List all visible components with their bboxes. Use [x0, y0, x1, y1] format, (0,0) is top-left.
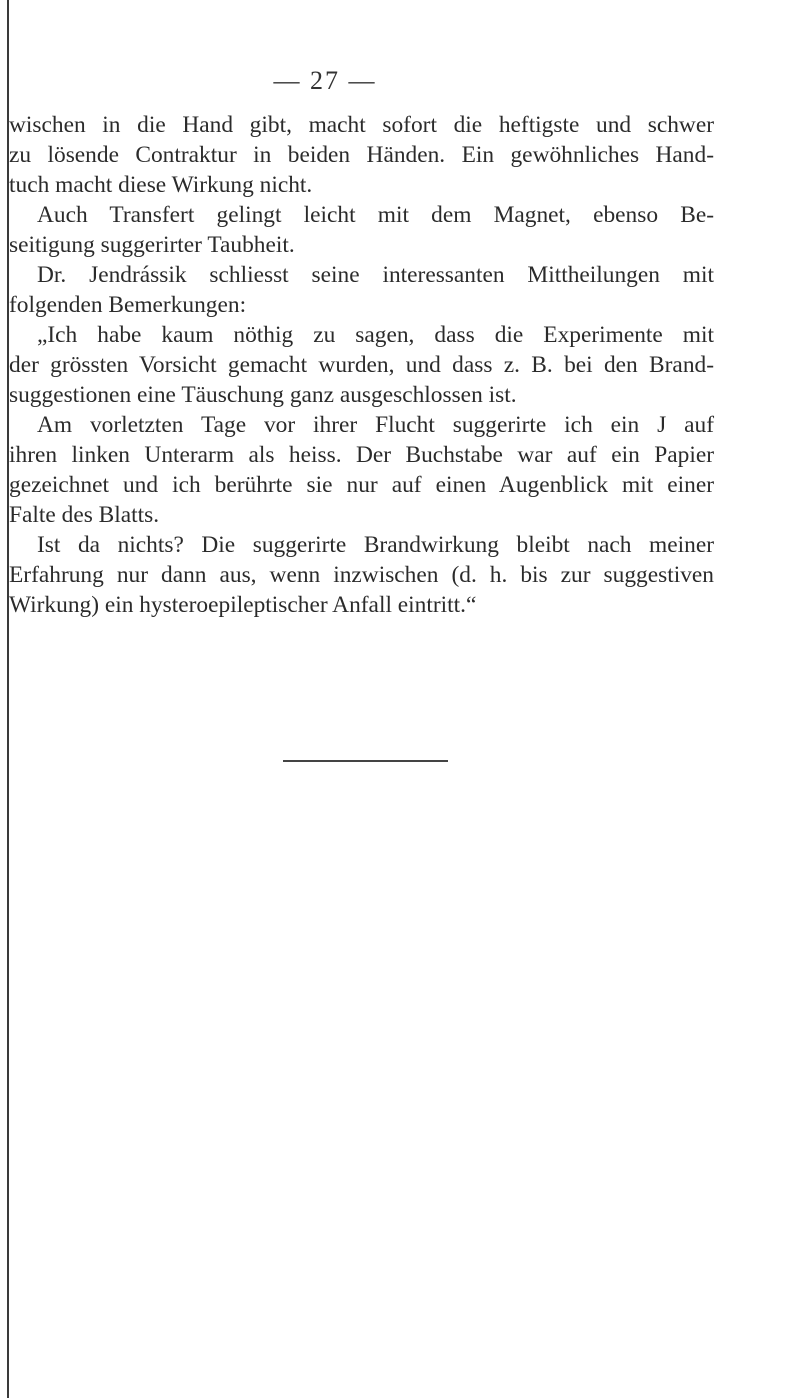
text-line: Erfahrung nur dann aus, wenn inzwischen (d. h. bis zur suggestiven	[9, 562, 714, 588]
text-line: Ist da nichts? Die suggerirte Brandwirkung bleibt nach meiner	[37, 532, 714, 558]
body-text	[9, 110, 714, 620]
text-line: gezeichnet und ich berührte sie nur auf einen Augenblick mit einer	[9, 472, 714, 498]
text-line: Falte des Blatts.	[9, 502, 160, 528]
page-number: — 27 —	[273, 66, 377, 95]
text-line: zu lösende Contraktur in beiden Händen. Ein gewöhnliches Hand-	[9, 142, 714, 168]
text-line: seitigung suggerirter Taubheit.	[9, 232, 295, 258]
text-line: tuch macht diese Wirkung nicht.	[9, 172, 313, 198]
text-line: folgenden Bemerkungen:	[9, 292, 247, 318]
text-line: Am vorletzten Tage vor ihrer Flucht suggerirte ich ein J auf	[37, 412, 714, 438]
text-line: Wirkung) ein hysteroepileptischer Anfall eintritt.“	[9, 592, 477, 618]
text-line: „Ich habe kaum nöthig zu sagen, dass die Experimente mit	[37, 322, 714, 348]
text-line: Auch Transfert gelingt leicht mit dem Magnet, ebenso Be-	[37, 202, 714, 228]
text-line: Dr. Jendrássik schliesst seine interessanten Mittheilungen mit	[37, 262, 714, 288]
text-line: der grössten Vorsicht gemacht wurden, und dass z. B. bei den Brand-	[9, 352, 714, 378]
text-line: suggestionen eine Täuschung ganz ausgeschlossen ist.	[9, 382, 517, 408]
text-line: wischen in die Hand gibt, macht sofort die heftigste und schwer	[9, 112, 714, 138]
text-line: ihren linken Unterarm als heiss. Der Buchstabe war auf ein Papier	[9, 442, 714, 468]
section-divider-rule	[283, 760, 448, 762]
